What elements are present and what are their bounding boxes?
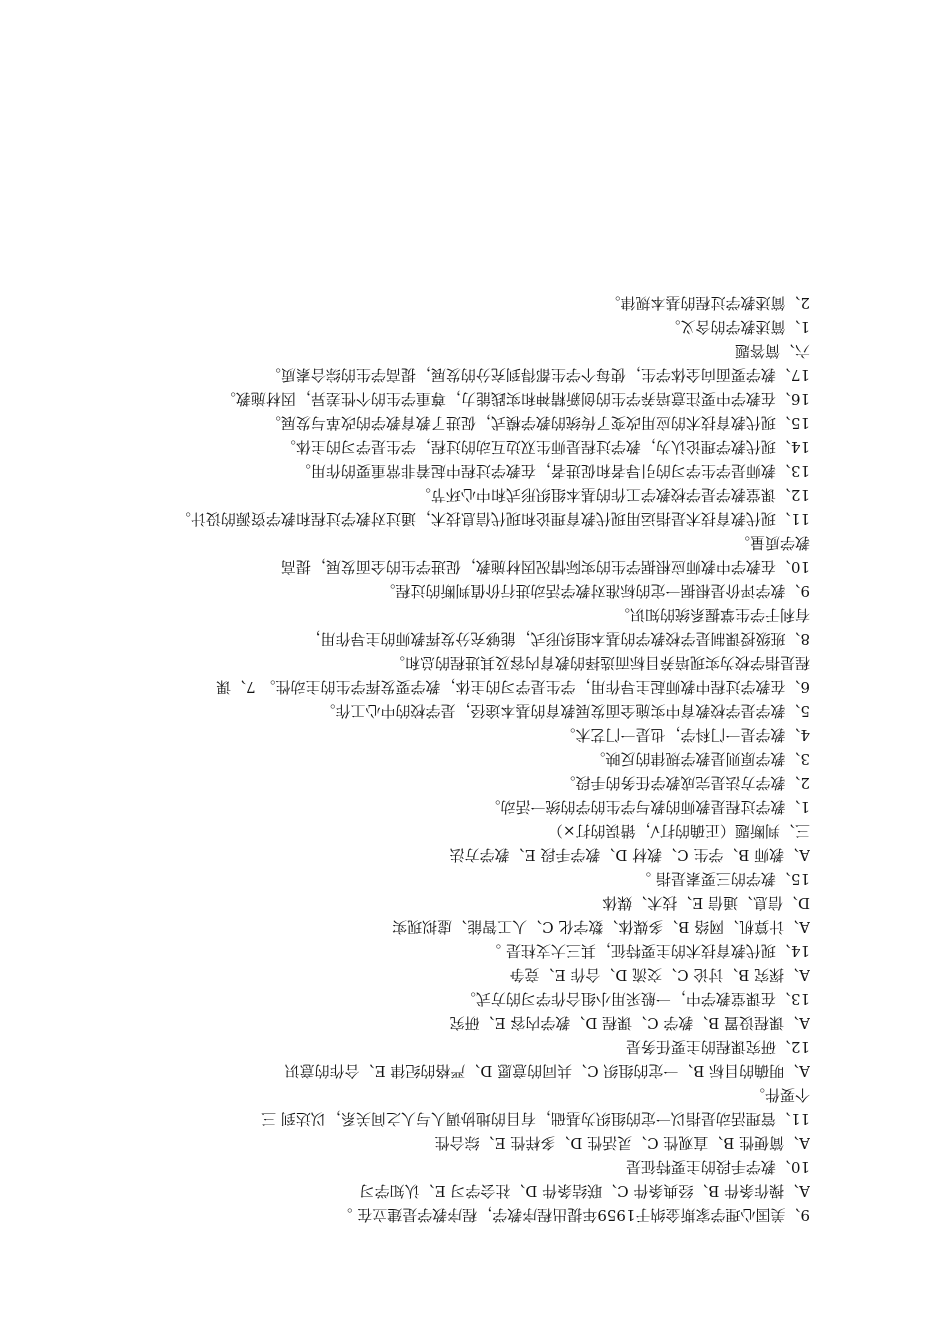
statement-line: 1、教学过程是教师的教与学生的学的统一活动。 [485,798,810,816]
statement-line: 9、教学评价是根据一定的标准对教学活动进行价值判断的过程。 [380,582,810,600]
statement-line: 4、教学是一门科学，也是一门艺术。 [560,726,810,744]
statement-line: 6、在教学过程中教师起主导作用，学生是学习的主体，教学要发挥学生的主动性。 7、课 [216,678,810,696]
statement-line: 17、教学要面向全体学生，使每个学生都得到充分的发展，提高学生的综合素质。 [265,366,810,384]
statement-line: 8、班级授课制是学校教学的基本组织形式，能够充分发挥教师的主导作用， [305,630,810,648]
statement-line: 12、课堂教学是学校教学工作的基本组织形式和中心环节。 [415,486,810,504]
options-line: A、简便性 B、直观性 C、灵活性 D、多样性 E、综合性 [434,1134,810,1152]
question-line: 9、美国心理学家斯金纳于1959年提出程序教学，程序教学是建立在 。 [337,1206,810,1224]
section-heading: 六、简答题 [734,342,810,360]
question-line: 12、研究课程的主要任务是 [625,1038,810,1056]
section-heading: 三、判断题（正确的打√，错误的打×） [547,822,810,840]
options-line: A、探究 B、讨论 C、交流 D、合作 E、竞争 [509,966,810,984]
question-line: 14、现代教育技术的主要特征，其三大支柱是 。 [486,942,810,960]
statement-line: 14、现代教学理论认为，教学过程是师生双边互动的过程，学生是学习的主体。 [280,438,810,456]
statement-line: 13、教师是学生学习的引导者和促进者，在教学过程中起着非常重要的作用。 [295,462,810,480]
question-line: 15、教学的三要素是指 。 [636,870,810,888]
question-line: 13、在课堂教学中，一般采用小组合作学习的方式。 [460,990,810,1008]
options-line: A、教师 B、学生 C、教材 D、教学手段 E、教学方法 [449,846,810,864]
options-line: A、明确的目标 B、一定的组织 C、共同的意愿 D、严格的纪律 E、合作的意识 [284,1062,810,1080]
statement-line: 程是指学校为实现培养目标而选择的教育内容及其进程的总和。 [389,654,810,672]
options-line: A、课程设置 B、教学 C、课程 D、教学内容 E、研究 [449,1014,810,1032]
statement-line: 5、教学是学校教育中实施全面发展教育的基本途径，是学校的中心工作。 [320,702,810,720]
options-line: D、信息、通信 E、技术、媒体 [602,894,810,912]
question-line: 10、教学手段的主要特征是 [625,1158,810,1176]
statement-line: 10、在教学中教师应根据学生的实际情况因材施教，促进学生的全面发展，提高 [280,558,810,576]
question-line: 1、简述教学的含义。 [665,318,810,336]
statement-line: 3、教学原则是教学规律的反映。 [590,750,810,768]
question-line: 11、管理活动是指以一定的组织为基础，有目的地协调人与人之间关系，以达到 三 [261,1110,810,1128]
options-line: A、操作条件 B、经典条件 C、联结条件 D、社会学习 E、认知学习 [359,1182,810,1200]
statement-line: 15、现代教育技术的应用改变了传统的教学模式，促进了教育教学的改革与发展。 [265,414,810,432]
question-line: 个要件。 [749,1086,810,1104]
statement-line: 16、在教学中要注意培养学生的创新精神和实践能力，尊重学生的个性差异，因材施教。 [220,390,810,408]
question-line: 2、简述教学过程的基本规律。 [605,294,810,312]
options-line: A、计算机、网络 B、多媒体、数字化 C、人工智能、虚拟现实 [392,918,810,936]
statement-line: 2、教学方法是完成教学任务的手段。 [560,774,810,792]
statement-line: 有利于学生掌握系统的知识。 [614,606,810,624]
statement-line: 教学质量。 [734,534,810,552]
statement-line: 11、现代教育技术是指运用现代教育理论和现代信息技术，通过对教学过程和教学资源的设计。 [175,510,810,528]
